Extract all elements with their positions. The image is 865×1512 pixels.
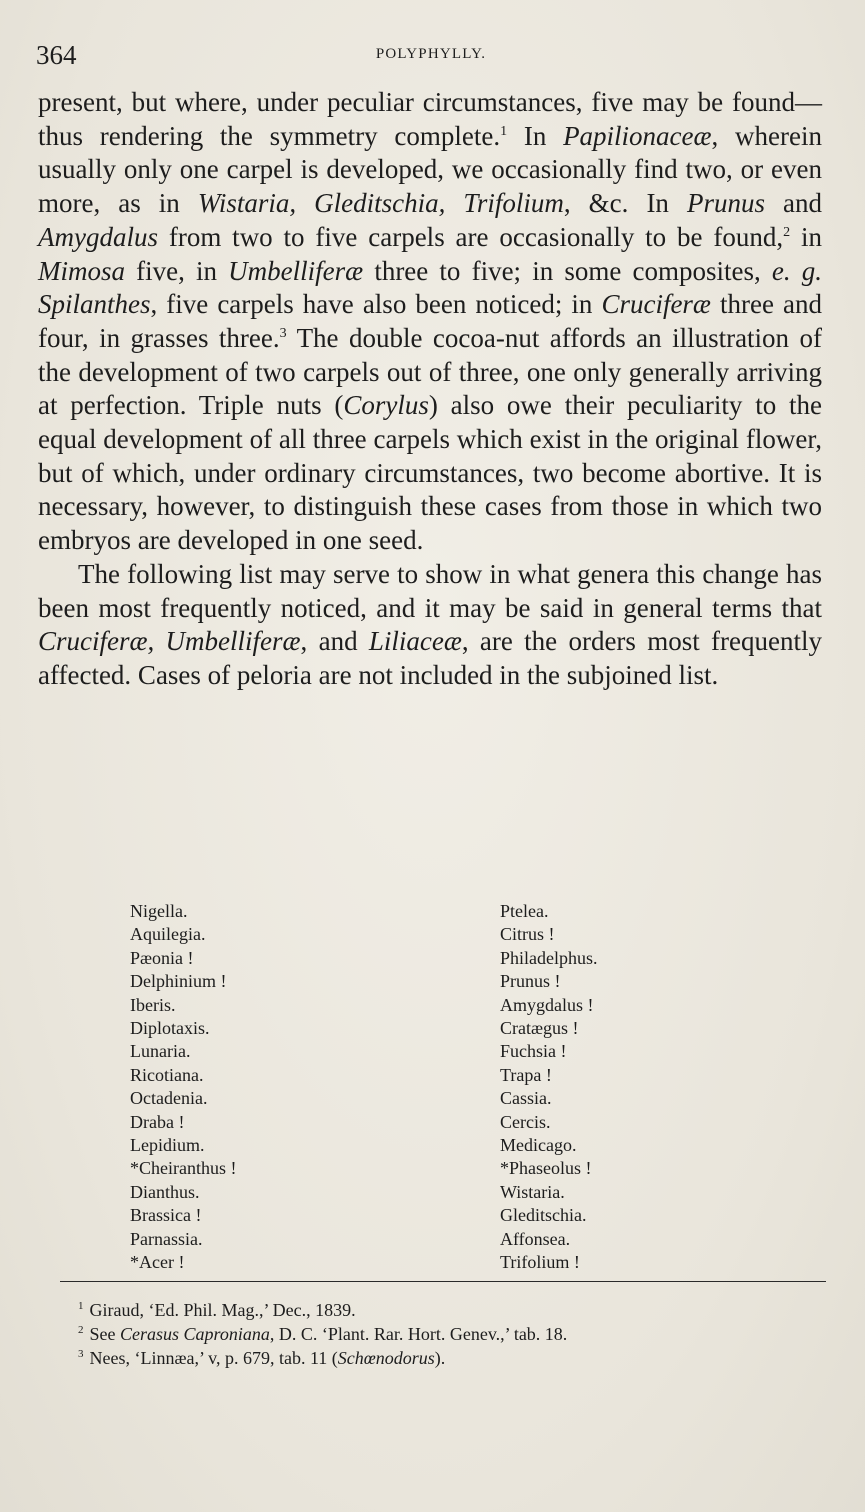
body-text xyxy=(38,86,822,693)
text-run: in xyxy=(790,221,822,252)
footnotes xyxy=(78,1298,838,1370)
genus-item: *Phaseolus ! xyxy=(500,1158,592,1179)
text-run: In xyxy=(507,120,564,151)
genus-item: Octadenia. xyxy=(130,1088,208,1109)
genus-item: Gleditschia. xyxy=(500,1205,587,1226)
genus-item: Lunaria. xyxy=(130,1041,191,1062)
genus-item: Wistaria. xyxy=(500,1181,565,1202)
footnote-ref: 3 xyxy=(279,325,287,341)
genus-item: Aquilegia. xyxy=(130,924,206,945)
footnote-mark: 3 xyxy=(78,1348,84,1360)
text-run: three to five; in some composites, xyxy=(363,255,772,286)
genus-item: Medicago. xyxy=(500,1135,577,1156)
genus-item: Ricotiana. xyxy=(130,1064,204,1085)
footnote-mark: 1 xyxy=(78,1300,84,1312)
genus-item: Fuchsia ! xyxy=(500,1041,567,1062)
text-run: , wherein usually only one carpel is developed, we occasionally find two, or even more, as in xyxy=(38,120,822,219)
text-run: five, in xyxy=(125,255,229,286)
genus-item: Delphinium ! xyxy=(130,971,227,992)
text-run: present, but where, under peculiar circumstances, five may be found—thus rendering the symmetry complete. xyxy=(38,87,822,151)
genus-item: Draba ! xyxy=(130,1111,185,1132)
footnote-mark: 2 xyxy=(78,1324,84,1336)
text-run: The following list may serve to show in what genera this change has been most frequently noticed, and it may be said in general terms that xyxy=(38,558,822,623)
italic-run: Cruciferæ xyxy=(601,289,711,320)
genera-list-right xyxy=(500,900,598,1275)
italic-run: Amygdalus xyxy=(38,221,158,252)
text-run: three and four, in grasses three. xyxy=(38,289,822,353)
footnote-rule xyxy=(60,1281,826,1282)
paragraph xyxy=(38,86,822,558)
italic-run: e. g. Spilanthes xyxy=(38,255,823,320)
footnote-list xyxy=(78,1298,838,1370)
genus-item: Cratægus ! xyxy=(500,1018,579,1039)
text-run: , and xyxy=(300,626,369,657)
genus-item: Citrus ! xyxy=(500,924,555,945)
italic-run: Papilionaceæ xyxy=(563,120,712,151)
genus-item: Philadelphus. xyxy=(500,947,598,968)
text-run: and xyxy=(764,188,822,219)
italic-run: Prunus xyxy=(686,188,765,219)
text-run: , five carpels have also been noticed; in xyxy=(150,289,602,320)
italic-run: Cruciferæ, Umbelliferæ xyxy=(38,626,301,657)
text-run: , are the orders most frequently affected. Cases of peloria are not included in the subjoined list. xyxy=(38,626,822,690)
footnote-ref: 2 xyxy=(783,224,791,240)
italic-run: Cerasus Caproniana xyxy=(120,1324,270,1344)
italic-run: Mimosa xyxy=(38,255,125,286)
genus-item: Lepidium. xyxy=(130,1135,205,1156)
genus-item: Trapa ! xyxy=(500,1064,552,1085)
italic-run: Liliaceæ xyxy=(368,626,462,657)
genus-item: Ptelea. xyxy=(500,901,549,921)
page-number: 364 xyxy=(36,40,77,70)
genus-item: Brassica ! xyxy=(130,1205,202,1226)
paragraph xyxy=(38,558,822,693)
genus-item: Nigella. xyxy=(130,901,188,921)
genus-item: Trifolium ! xyxy=(500,1252,580,1273)
genus-item: *Acer ! xyxy=(130,1252,185,1273)
text-run: , D. C. ‘Plant. Rar. Hort. Genev.,’ tab. 18. xyxy=(269,1324,568,1344)
italic-run: Schœnodorus xyxy=(337,1348,435,1368)
genus-item: Amygdalus ! xyxy=(500,994,594,1015)
genus-item: Diplotaxis. xyxy=(130,1018,210,1039)
genus-item: *Cheiranthus ! xyxy=(130,1158,237,1179)
genus-item: Cassia. xyxy=(500,1088,552,1109)
text-run: from two to five carpels are occasionally to be found, xyxy=(157,221,784,252)
genus-item: Prunus ! xyxy=(500,971,561,992)
text-run: Nees, ‘Linnæa,’ v, p. 679, tab. 11 ( xyxy=(89,1348,338,1368)
italic-run: Umbelliferæ xyxy=(228,255,364,286)
text-run: ) also owe their peculiarity to the equal development of all three carpels which exist in the original flower, but of which, under ordinary circumstances, two become abortive. It is necessary, however, to distinguish these cases from those in which two embryos are developed in one seed. xyxy=(38,390,822,556)
italic-run: Corylus xyxy=(343,390,429,421)
text-run: See xyxy=(89,1324,120,1344)
text-run: , &c. In xyxy=(563,188,687,219)
footnote-ref: 1 xyxy=(500,123,508,139)
genus-item: Pæonia ! xyxy=(130,947,194,968)
italic-run: Wistaria, Gleditschia, Trifolium xyxy=(197,188,564,219)
footnote xyxy=(78,1346,838,1370)
genus-item: Parnassia. xyxy=(130,1228,203,1249)
text-run: Giraud, ‘Ed. Phil. Mag.,’ Dec., 1839. xyxy=(89,1300,356,1320)
genus-item: Cercis. xyxy=(500,1111,551,1132)
footnote xyxy=(78,1322,838,1346)
genus-item: Iberis. xyxy=(130,994,176,1015)
text-run: The double cocoa-nut affords an illustration of the development of two carpels out of three, one only generally arriving at perfection. Triple nuts ( xyxy=(38,322,822,421)
footnote xyxy=(78,1298,838,1322)
running-head xyxy=(36,40,826,80)
running-title: POLYPHYLLY. xyxy=(375,46,487,62)
genus-item: Dianthus. xyxy=(130,1181,200,1202)
genera-list-left xyxy=(130,900,236,1275)
text-run: ). xyxy=(434,1348,446,1368)
genus-item: Affonsea. xyxy=(500,1228,571,1249)
